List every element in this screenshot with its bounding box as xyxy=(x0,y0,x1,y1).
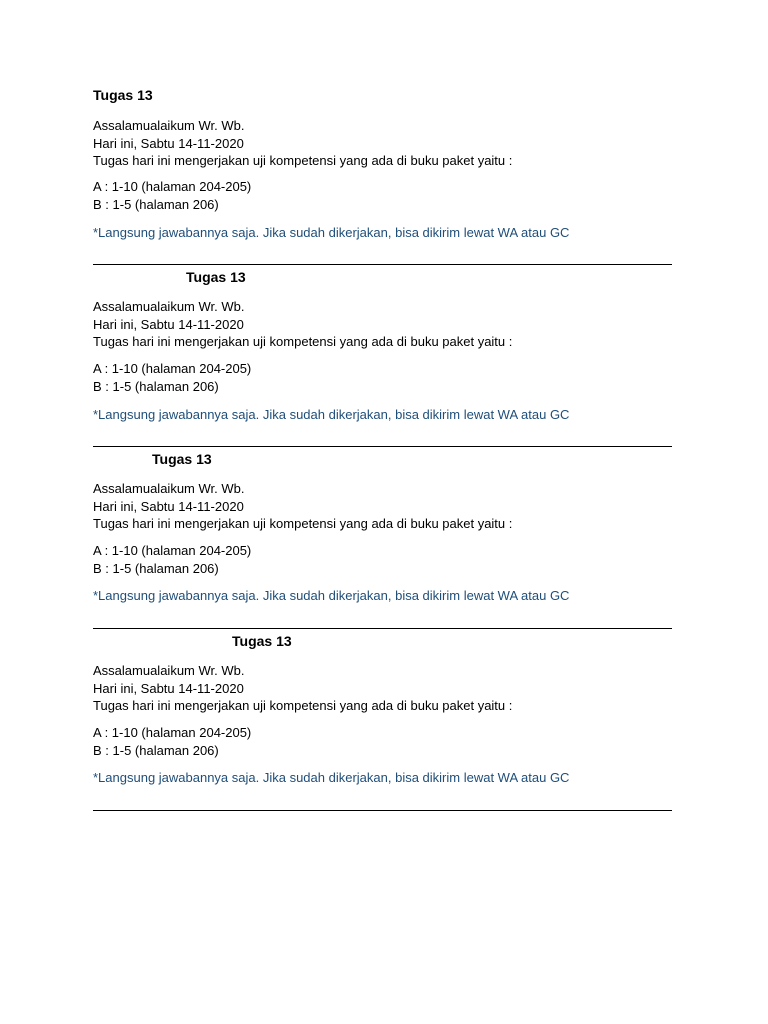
item-b: B : 1-5 (halaman 206) xyxy=(93,561,219,576)
task-line: Tugas hari ini mengerjakan uji kompetensi yang ada di buku paket yaitu : xyxy=(93,698,513,713)
section-1-body xyxy=(93,117,673,170)
section-title: Tugas 13 xyxy=(152,451,212,467)
section-3-note-wrap xyxy=(93,587,673,604)
date-line: Hari ini, Sabtu 14-11-2020 xyxy=(93,498,244,514)
section-3-title-wrap xyxy=(152,451,212,468)
item-b: B : 1-5 (halaman 206) xyxy=(93,379,219,394)
section-1-items xyxy=(93,178,673,214)
task-line: Tugas hari ini mengerjakan uji kompetensi yang ada di buku paket yaitu : xyxy=(93,153,513,168)
note-line: *Langsung jawabannya saja. Jika sudah dikerjakan, bisa dikirim lewat WA atau GC xyxy=(93,407,570,422)
section-title: Tugas 13 xyxy=(93,87,153,103)
item-a: A : 1-10 (halaman 204-205) xyxy=(93,361,252,376)
greeting-line: Assalamualaikum Wr. Wb. xyxy=(93,299,245,314)
section-3-items xyxy=(93,542,673,578)
item-a: A : 1-10 (halaman 204-205) xyxy=(93,179,252,194)
section-4-title-wrap xyxy=(232,633,292,650)
section-1-title-wrap xyxy=(93,87,153,104)
date-line: Hari ini, Sabtu 14-11-2020 xyxy=(93,135,244,151)
section-divider xyxy=(93,446,672,447)
item-a: A : 1-10 (halaman 204-205) xyxy=(93,725,252,740)
section-3-body xyxy=(93,480,673,533)
date-line: Hari ini, Sabtu 14-11-2020 xyxy=(93,316,244,332)
task-line: Tugas hari ini mengerjakan uji kompetensi yang ada di buku paket yaitu : xyxy=(93,516,513,531)
section-4-body xyxy=(93,662,673,715)
item-a: A : 1-10 (halaman 204-205) xyxy=(93,543,252,558)
note-line: *Langsung jawabannya saja. Jika sudah dikerjakan, bisa dikirim lewat WA atau GC xyxy=(93,225,570,240)
section-divider xyxy=(93,810,672,811)
date-line: Hari ini, Sabtu 14-11-2020 xyxy=(93,680,244,696)
note-line: *Langsung jawabannya saja. Jika sudah dikerjakan, bisa dikirim lewat WA atau GC xyxy=(93,770,570,785)
item-b: B : 1-5 (halaman 206) xyxy=(93,743,219,758)
section-1-note-wrap xyxy=(93,224,673,241)
section-title: Tugas 13 xyxy=(232,633,292,649)
section-2-title-wrap xyxy=(186,269,246,286)
greeting-line: Assalamualaikum Wr. Wb. xyxy=(93,663,245,678)
section-title: Tugas 13 xyxy=(186,269,246,285)
section-divider xyxy=(93,628,672,629)
greeting-line: Assalamualaikum Wr. Wb. xyxy=(93,481,245,496)
greeting-line: Assalamualaikum Wr. Wb. xyxy=(93,118,245,133)
note-line: *Langsung jawabannya saja. Jika sudah dikerjakan, bisa dikirim lewat WA atau GC xyxy=(93,588,570,603)
section-4-note-wrap xyxy=(93,769,673,786)
section-2-body xyxy=(93,298,673,351)
section-divider xyxy=(93,264,672,265)
section-4-items xyxy=(93,724,673,760)
task-line: Tugas hari ini mengerjakan uji kompetensi yang ada di buku paket yaitu : xyxy=(93,334,513,349)
section-2-items xyxy=(93,360,673,396)
item-b: B : 1-5 (halaman 206) xyxy=(93,197,219,212)
section-2-note-wrap xyxy=(93,406,673,423)
